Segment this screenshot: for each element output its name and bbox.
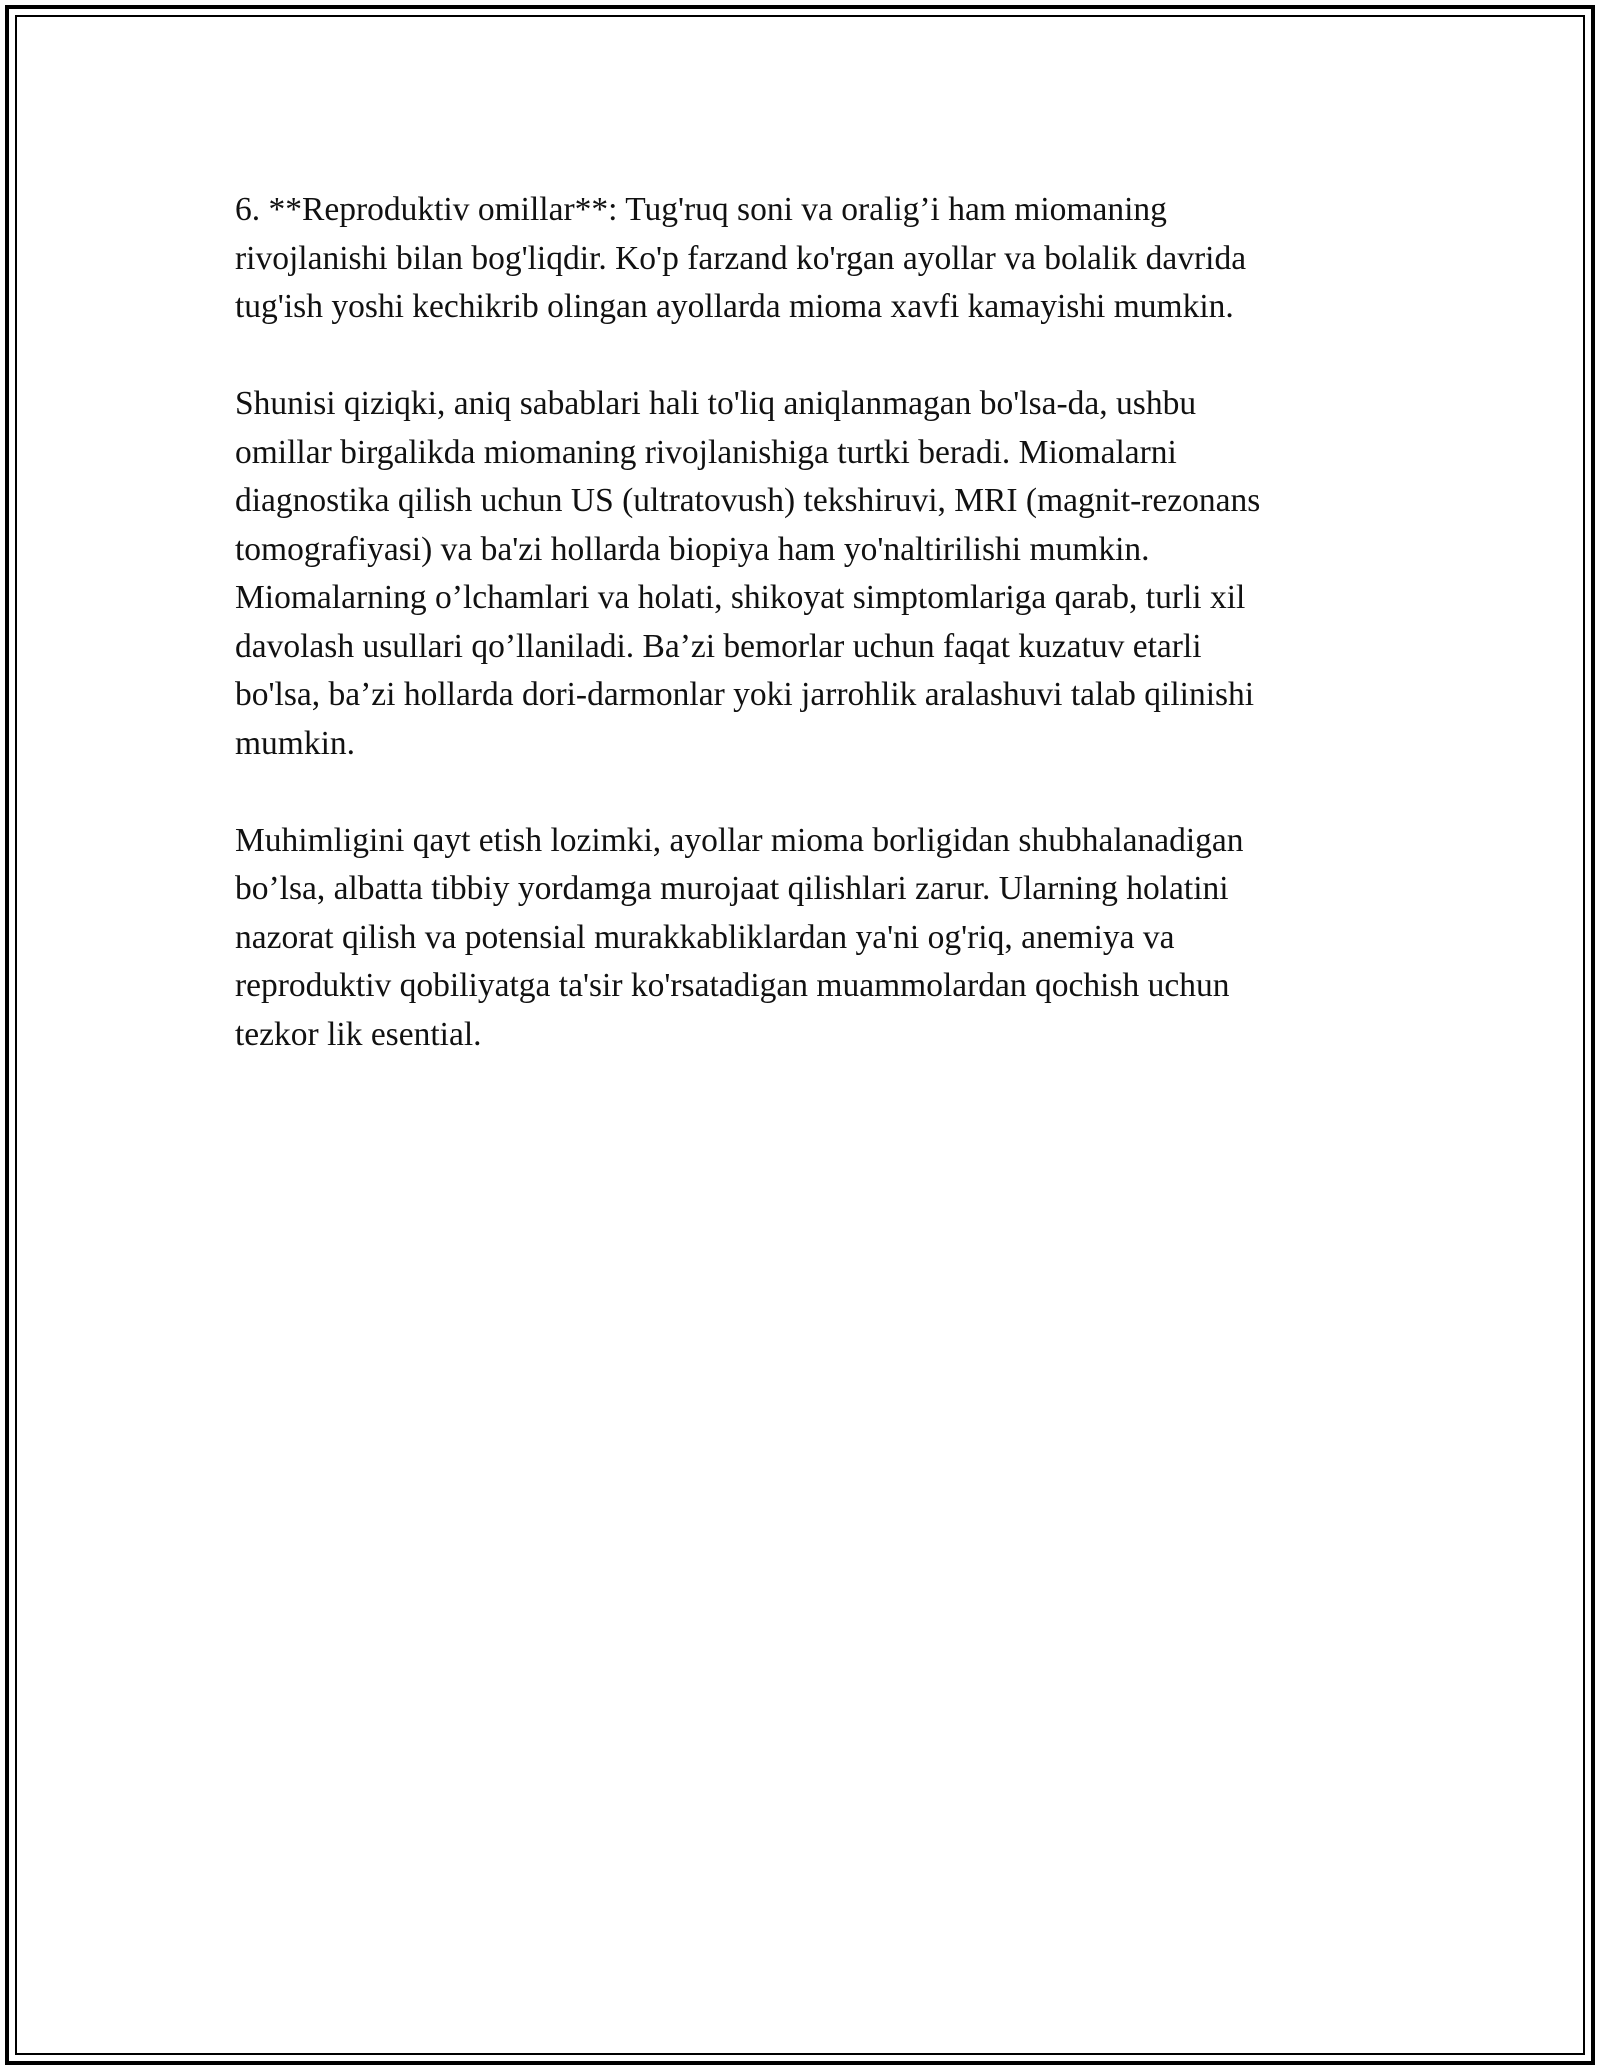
paragraph-diagnosis-treatment: Shunisi qiziqki, aniq sabablari hali to'liq aniqlanmagan bo'lsa-da, ushbu omillar birgalikda miomaning rivojlanishiga turtki beradi. Miomalarni diagnostika qilish uchun US (ultratovush) tekshiruvi, MRI (magnit-rezonans tomografiyasi) va ba'zi hollarda biopiya ham yo'naltirilishi mumkin. Miomalarning o’lchamlari va holati, shikoyat simptomlariga qarab, turli xil davolash usullari qo’llaniladi. Ba’zi bemorlar uchun faqat kuzatuv etarli bo'lsa, ba’zi hollarda dori-darmonlar yoki jarrohlik aralashuvi talab qilinishi mumkin. <box>235 385 1261 762</box>
paragraph-reproductive-factors: 6. **Reproduktiv omillar**: Tug'ruq soni va oralig’i ham miomaning rivojlanishi bilan bog'liqdir. Ko'p farzand ko'rgan ayollar va bolalik davrida tug'ish yoshi kechikrib olingan ayollarda mioma xavfi kamayishi mumkin. <box>235 191 1247 325</box>
document-body <box>235 186 1370 1108</box>
paragraph-medical-advice: Muhimligini qayt etish lozimki, ayollar mioma borligidan shubhalanadigan bo’lsa, albatta tibbiy yordamga murojaat qilishlari zarur. Ularning holatini nazorat qilish va potensial murakkabliklardan ya'ni og'riq, anemiya va reproduktiv qobiliyatga ta'sir ko'rsatadigan muammolardan qochish uchun tezkor lik esential. <box>235 821 1244 1053</box>
